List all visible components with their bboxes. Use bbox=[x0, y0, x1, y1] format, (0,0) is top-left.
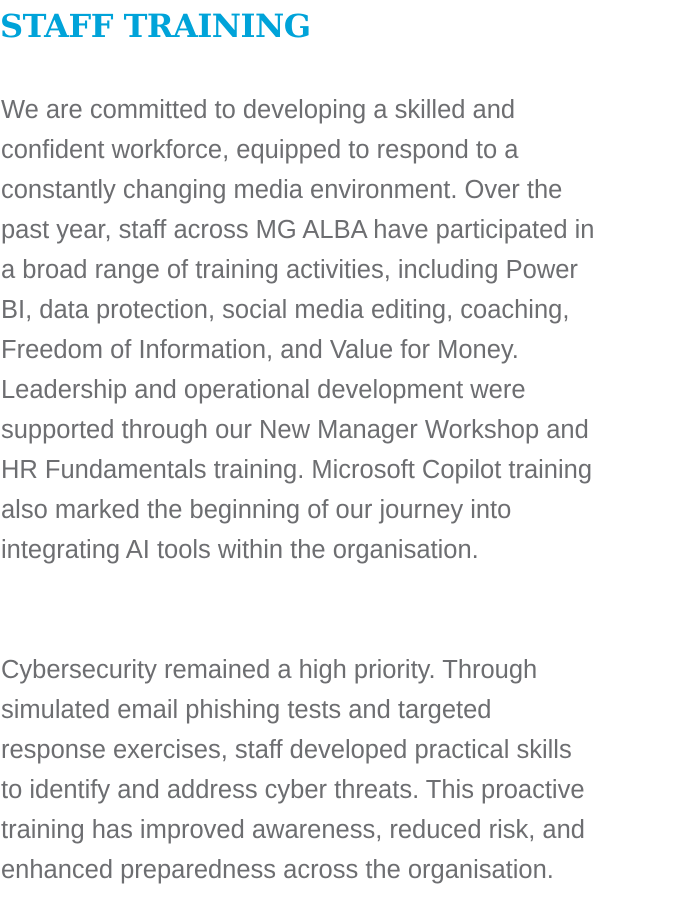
text-line: confident workforce, equipped to respond to a bbox=[1, 136, 519, 164]
text-line: training has improved awareness, reduced risk, and bbox=[1, 816, 585, 844]
text-line: Freedom of Information, and Value for Money. bbox=[1, 336, 519, 364]
text-line: integrating AI tools within the organisation. bbox=[1, 536, 479, 564]
text-line: also marked the beginning of our journey into bbox=[1, 496, 512, 524]
text-line: BI, data protection, social media editing, coaching, bbox=[1, 296, 570, 324]
text-line: simulated email phishing tests and targeted bbox=[1, 696, 492, 724]
text-line: to identify and address cyber threats. This proactive bbox=[1, 776, 585, 804]
text-line: a broad range of training activities, including Power bbox=[1, 256, 578, 284]
text-line: supported through our New Manager Workshop and bbox=[1, 416, 589, 444]
paragraph-staff-training bbox=[1, 90, 594, 570]
text-line: enhanced preparedness across the organisation. bbox=[1, 856, 554, 884]
text-line: past year, staff across MG ALBA have participated in bbox=[1, 216, 595, 244]
text-line: Leadership and operational development were bbox=[1, 376, 526, 404]
page-title: STAFF TRAINING bbox=[0, 7, 311, 45]
text-line: Cybersecurity remained a high priority. Through bbox=[1, 656, 538, 684]
text-line: We are committed to developing a skilled and bbox=[1, 96, 516, 124]
text-line: constantly changing media environment. Over the bbox=[1, 176, 563, 204]
text-line: HR Fundamentals training. Microsoft Copilot training bbox=[1, 456, 593, 484]
paragraph-cybersecurity bbox=[1, 650, 585, 890]
text-line: response exercises, staff developed practical skills bbox=[1, 736, 572, 764]
